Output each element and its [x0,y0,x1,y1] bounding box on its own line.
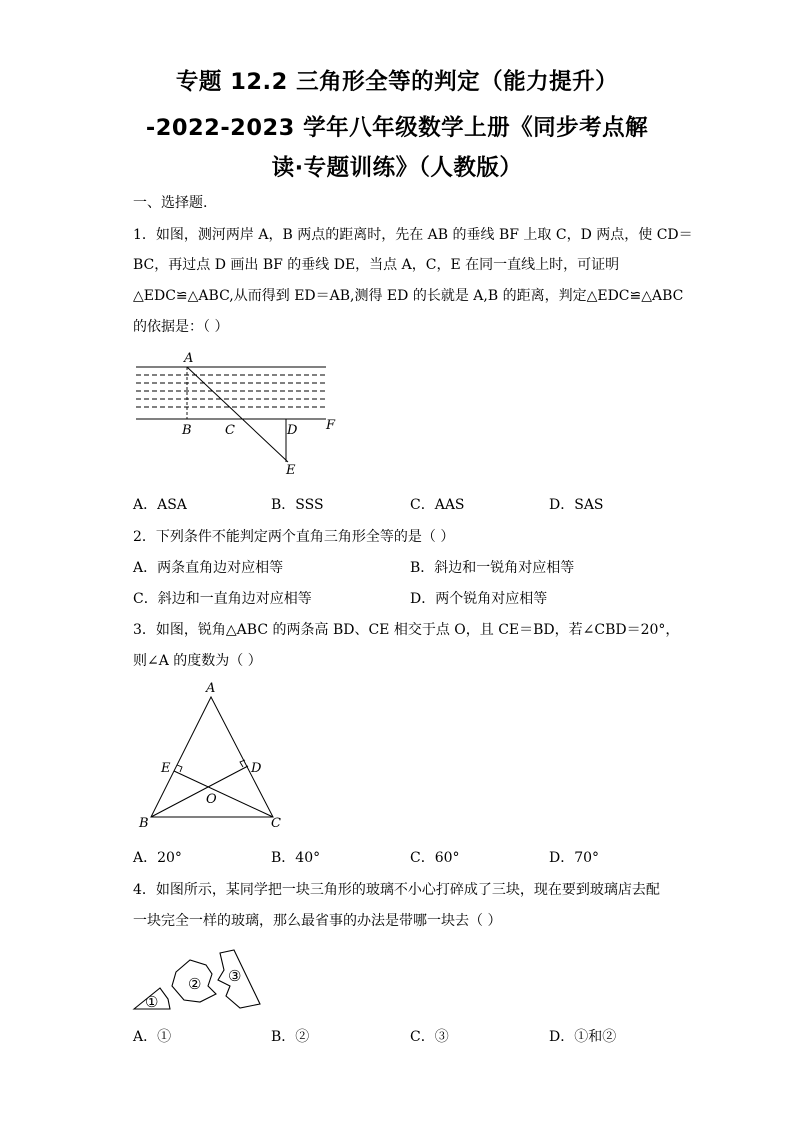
piece-label-3: ③ [228,967,242,985]
label-a: A [184,351,194,366]
title-line-2: -2022-2023 学年八年级数学上册《同步考点解 [145,115,649,141]
q3-option-d[interactable]: D．70° [549,850,600,866]
label-f: F [326,418,336,433]
q4-line-1: 4．如图所示，某同学把一块三角形的玻璃不小心打碎成了三块，现在要到玻璃店去配 [133,882,660,898]
q3-option-b[interactable]: B．40° [271,850,321,866]
q1-line-4: 的依据是：（ ） [133,319,229,335]
label-e: E [161,761,171,776]
label-b: B [139,816,149,831]
q1-option-d[interactable]: D．SAS [549,497,604,513]
q3-option-a[interactable]: A．20° [133,850,182,866]
q4-option-a[interactable]: A．① [133,1029,172,1045]
q1-option-b[interactable]: B．SSS [271,497,324,513]
label-b: B [182,423,192,438]
label-o: O [206,792,217,807]
q3-option-c[interactable]: C．60° [410,850,460,866]
q1-option-a[interactable]: A．ASA [133,497,187,513]
q3-triangle-figure [135,680,295,830]
q2-option-b[interactable]: B．斜边和一锐角对应相等 [410,560,575,576]
q4-line-2: 一块完全一样的玻璃，那么最省事的办法是带哪一块去（ ） [133,913,502,929]
section-heading: 一、选择题. [133,195,208,211]
title-line-3: 读·专题训练》（人教版） [271,155,523,181]
piece-label-2: ② [188,975,202,993]
q4-option-d[interactable]: D．①和② [549,1029,617,1045]
label-c: C [225,423,235,438]
q4-option-c[interactable]: C．③ [410,1029,449,1045]
label-d: D [287,423,298,438]
q2-option-c[interactable]: C．斜边和一直角边对应相等 [133,591,312,607]
piece-label-1: ① [145,993,159,1011]
altitude-ce [174,771,273,817]
label-d: D [251,761,262,776]
label-e: E [286,463,296,478]
q3-line-2: 则∠A 的度数为（ ） [133,653,262,669]
q1-river-figure [130,348,350,478]
title-line-1: 专题 12.2 三角形全等的判定（能力提升） [175,69,619,95]
q2-option-d[interactable]: D．两个锐角对应相等 [410,591,548,607]
q1-line-3: △EDC≌△ABC,从而得到 ED＝AB,测得 ED 的长就是 A,B 的距离，判定△EDC≌△ABC [133,288,684,304]
label-a: A [206,681,216,696]
q4-glass-pieces-figure [130,948,270,1018]
label-c: C [271,816,281,831]
segment-ae [187,367,288,462]
q3-line-1: 3．如图，锐角△ABC 的两条高 BD、CE 相交于点 O，且 CE＝BD，若∠CBD＝20°， [133,622,680,638]
q1-option-c[interactable]: C．AAS [410,497,465,513]
q1-line-2: BC，再过点 D 画出 BF 的垂线 DE，当点 A，C，E 在同一直线上时，可证明 [133,257,620,273]
q4-option-b[interactable]: B．② [271,1029,310,1045]
q2-stem: 2．下列条件不能判定两个直角三角形全等的是（ ） [133,529,455,545]
q2-option-a[interactable]: A．两条直角边对应相等 [133,560,284,576]
right-angle-e [177,765,182,772]
q1-line-1: 1．如图，测河两岸 A，B 两点的距离时，先在 AB 的垂线 BF 上取 C，D 两点，使 CD＝ [133,227,693,243]
